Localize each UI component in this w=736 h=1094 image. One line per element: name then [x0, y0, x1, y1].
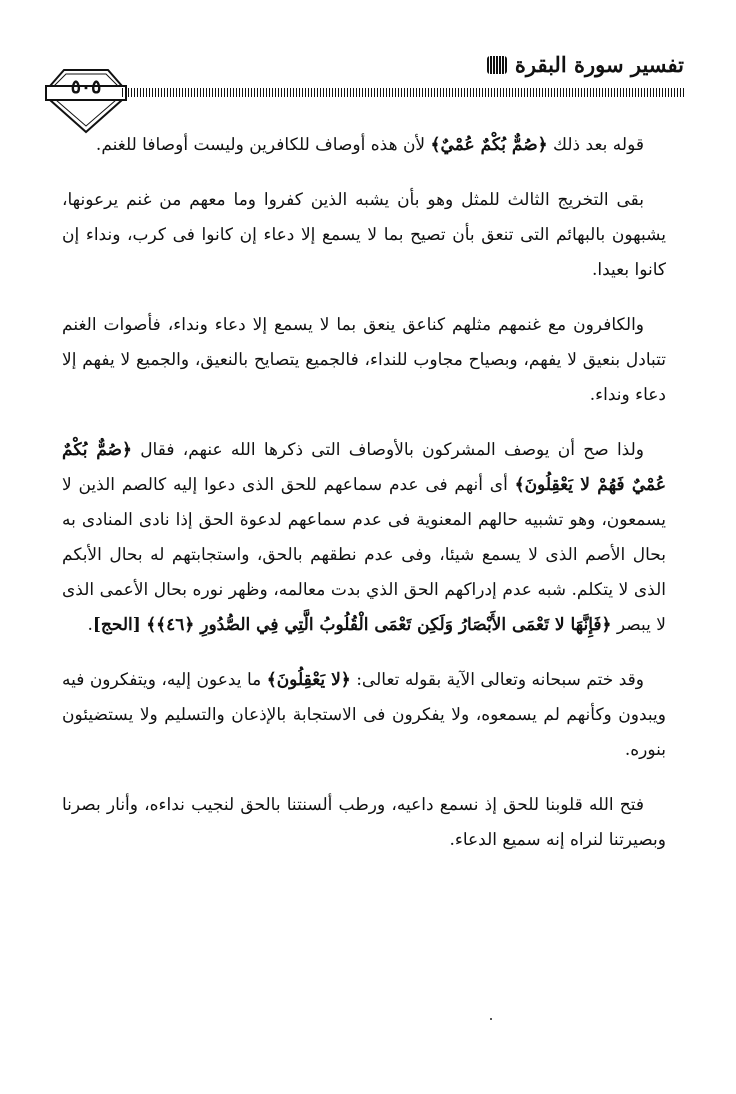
text-run: ما يدعون إليه، ويتفكرون فيه ويبدون وكأنهم لم يسمعوه، ولا يفكرون فى الاستجابة بالإذعان والتسليم ولا يستضيئون بنوره.: [62, 670, 666, 760]
quran-quote: ﴿لا يَعْقِلُونَ﴾: [266, 670, 351, 690]
paragraph: [62, 308, 666, 413]
text-run: ولذا صح أن يوصف المشركون بالأوصاف التى ذكرها الله عنهم، فقال: [131, 440, 644, 460]
text-run: لأن هذه أوصاف للكافرين وليست أوصافا للغنم.: [95, 135, 431, 155]
header-rule: [122, 88, 684, 97]
page-number-badge: [44, 56, 128, 134]
paragraph: [62, 128, 666, 163]
body-text: [62, 128, 666, 878]
page-header: [44, 48, 684, 128]
page-number: ٥٠٥: [70, 76, 102, 98]
quran-quote: ﴿صُمٌّ بُكْمٌ عُمْيٌ فَهُمْ لا يَعْقِلُونَ﴾: [62, 440, 666, 495]
paragraph: [62, 433, 666, 643]
text-run: بقى التخريج الثالث للمثل وهو بأن يشبه الذين كفروا وما معهم من غنم يرعونها، يشبهون بالبهائم التى تنعق بأن تصيح بما لا يسمع إلا دعاء إن كانوا فى كرب، ونداء إن كانوا بعيدا.: [62, 190, 666, 280]
text-run: أى أنهم فى عدم سماعهم للحق الذى دعوا إليه كالصم الذين لا يسمعون، وهو تشبيه حالهم المعنوية فى عدم سماعهم لدعوة الحق إذا نادى المنادى به بحال الأصم الذى لا يسمع شيئا، وفى عدم نطقهم بالحق، واستجابتهم له بحال الأبكم الذى لا يتكلم. شبه عدم إدراكهم الحق الذي بدت معالمه، وظهر نوره بحال الأعمى الذى لا يبصر: [62, 475, 666, 635]
title-ornament-icon: [487, 56, 507, 74]
quran-quote: ﴿فَإِنَّهَا لا تَعْمَى الأَبْصَارُ وَلَكِن تَعْمَى الْقُلُوبُ الَّتِي فِي الصُّدُورِ ﴿٤٦﴾﴾: [146, 615, 612, 635]
text-run: فتح الله قلوبنا للحق إذ نسمع داعيه، ورطب ألسنتنا بالحق لنجيب نداءه، وأنار بصرنا وبصيرتنا لنراه إنه سميع الدعاء.: [62, 795, 666, 850]
quran-quote: ﴿صُمٌّ بُكْمٌ عُمْيٌ﴾: [430, 135, 548, 155]
text-run: .: [87, 615, 93, 635]
text-run: وقد ختم سبحانه وتعالى الآية بقوله تعالى:: [350, 670, 644, 690]
text-run: قوله بعد ذلك: [547, 135, 644, 155]
paragraph: [62, 663, 666, 768]
surah-reference: [الحج]: [92, 615, 141, 635]
text-run: والكافرون مع غنمهم مثلهم كناعق ينعق بما لا يسمع إلا دعاء ونداء، فأصوات الغنم تتبادل بنعيق لا يفهم، وبصياح مجاوب للنداء، فالجميع يتصايح بالنعيق، والجميع لا يفهم إلا دعاء ونداء.: [62, 315, 666, 405]
paragraph: [62, 788, 666, 858]
running-title: [487, 52, 684, 77]
paragraph: [62, 183, 666, 288]
print-speck: [490, 1018, 492, 1020]
running-title-text: تفسير سورة البقرة: [514, 52, 684, 77]
